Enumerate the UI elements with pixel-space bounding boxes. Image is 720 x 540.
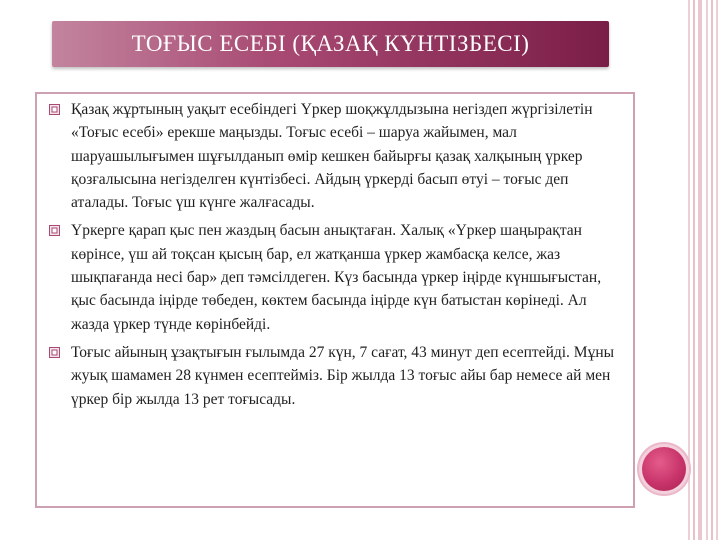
- list-item: [49, 219, 619, 335]
- bullet-text: Қазақ жұртының уақыт есебіндегі Үркер шоқжұлдызына негіздеп жүргізілетін «Тоғыс есебі» ерекше маңызды. Тоғыс есебі – шаруа жайымен, мал шаруашылығымен шұғылданып өмір кешкен байырғы қазақ халқының үркер қозғалысына негізделген күнтізбесі. Айдың үркерді басып өтуі – тоғыс деп аталады. Тоғыс үш күнге жалғасады.: [71, 101, 593, 212]
- content-box: [35, 92, 635, 508]
- bullet-list: [37, 94, 633, 411]
- hollow-square-bullet-icon: [49, 104, 60, 115]
- decorative-stripes: [686, 0, 720, 540]
- list-item: [49, 341, 619, 411]
- title-bar: [52, 21, 609, 67]
- hollow-square-bullet-icon: [49, 225, 60, 236]
- bullet-text: Үркерге қарап қыс пен жаздың басын анықтаған. Халық «Үркер шаңырақтан көрінсе, үш ай тоқсан қысың бар, ел жатқанша үркер жамбасқа келсе, жаз шықпағанда несі бар» деп тәмсілдеген. Күз басында үркер іңірде күншығыстан, қыс басында іңірде төбеден, көктем басында іңірде күн батыстан көрінеді. Ал жазда үркер түнде көрінбейді.: [71, 222, 602, 333]
- hollow-square-bullet-icon: [49, 347, 60, 358]
- list-item: [49, 98, 619, 214]
- decorative-circle: [642, 447, 686, 491]
- bullet-text: Тоғыс айының ұзақтығын ғылымда 27 күн, 7 сағат, 43 минут деп есептейді. Мұны жуық шамамен 28 күнмен есептейміз. Бір жылда 13 тоғыс айы бар немесе ай мен үркер бір жылда 13 рет тоғысады.: [71, 343, 615, 408]
- slide-title: ТОҒЫС ЕСЕБІ (ҚАЗАҚ КҮНТІЗБЕСІ): [131, 31, 530, 56]
